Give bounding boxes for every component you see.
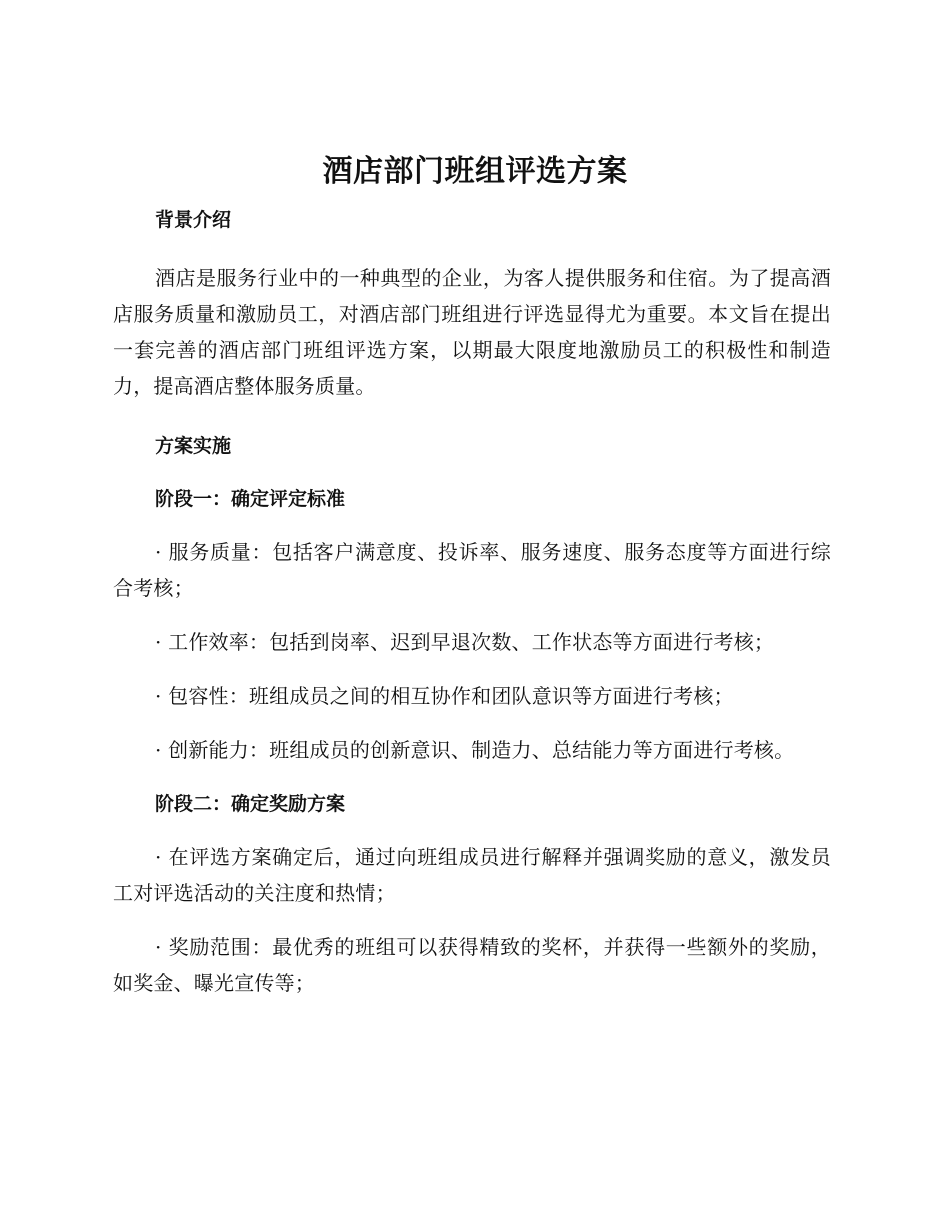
stage1-heading: 阶段一：确定评定标准	[155, 488, 346, 510]
stage2-item-explanation: · 在评选方案确定后，通过向班组成员进行解释并强调奖励的意义，激发员工对评选活动的关注度和热情；	[113, 845, 831, 905]
stage2-heading: 阶段二：确定奖励方案	[155, 793, 346, 815]
stage1-item-innovation: · 创新能力：班组成员的创新意识、制造力、总结能力等方面进行考核。	[155, 738, 795, 762]
stage1-item-work-efficiency: · 工作效率：包括到岗率、迟到早退次数、工作状态等方面进行考核；	[155, 630, 775, 654]
stage2-item-reward-scope: · 奖励范围：最优秀的班组可以获得精致的奖杯，并获得一些额外的奖励，如奖金、曝光宣传等；	[113, 935, 831, 995]
document-body	[113, 202, 831, 1019]
section-heading-implementation: 方案实施	[155, 435, 232, 457]
stage1-item-inclusiveness: · 包容性：班组成员之间的相互协作和团队意识等方面进行考核；	[155, 684, 734, 708]
document-title: 酒店部门班组评选方案	[322, 154, 628, 189]
background-paragraph: 酒店是服务行业中的一种典型的企业，为客人提供服务和住宿。为了提高酒店服务质量和激励员工，对酒店部门班组进行评选显得尤为重要。本文旨在提出一套完善的酒店部门班组评选方案，以期最大限度地激励员工的积极性和制造力，提高酒店整体服务质量。	[113, 266, 831, 398]
stage1-item-service-quality: · 服务质量：包括客户满意度、投诉率、服务速度、服务态度等方面进行综合考核；	[113, 540, 831, 600]
section-heading-background: 背景介绍	[155, 209, 232, 231]
